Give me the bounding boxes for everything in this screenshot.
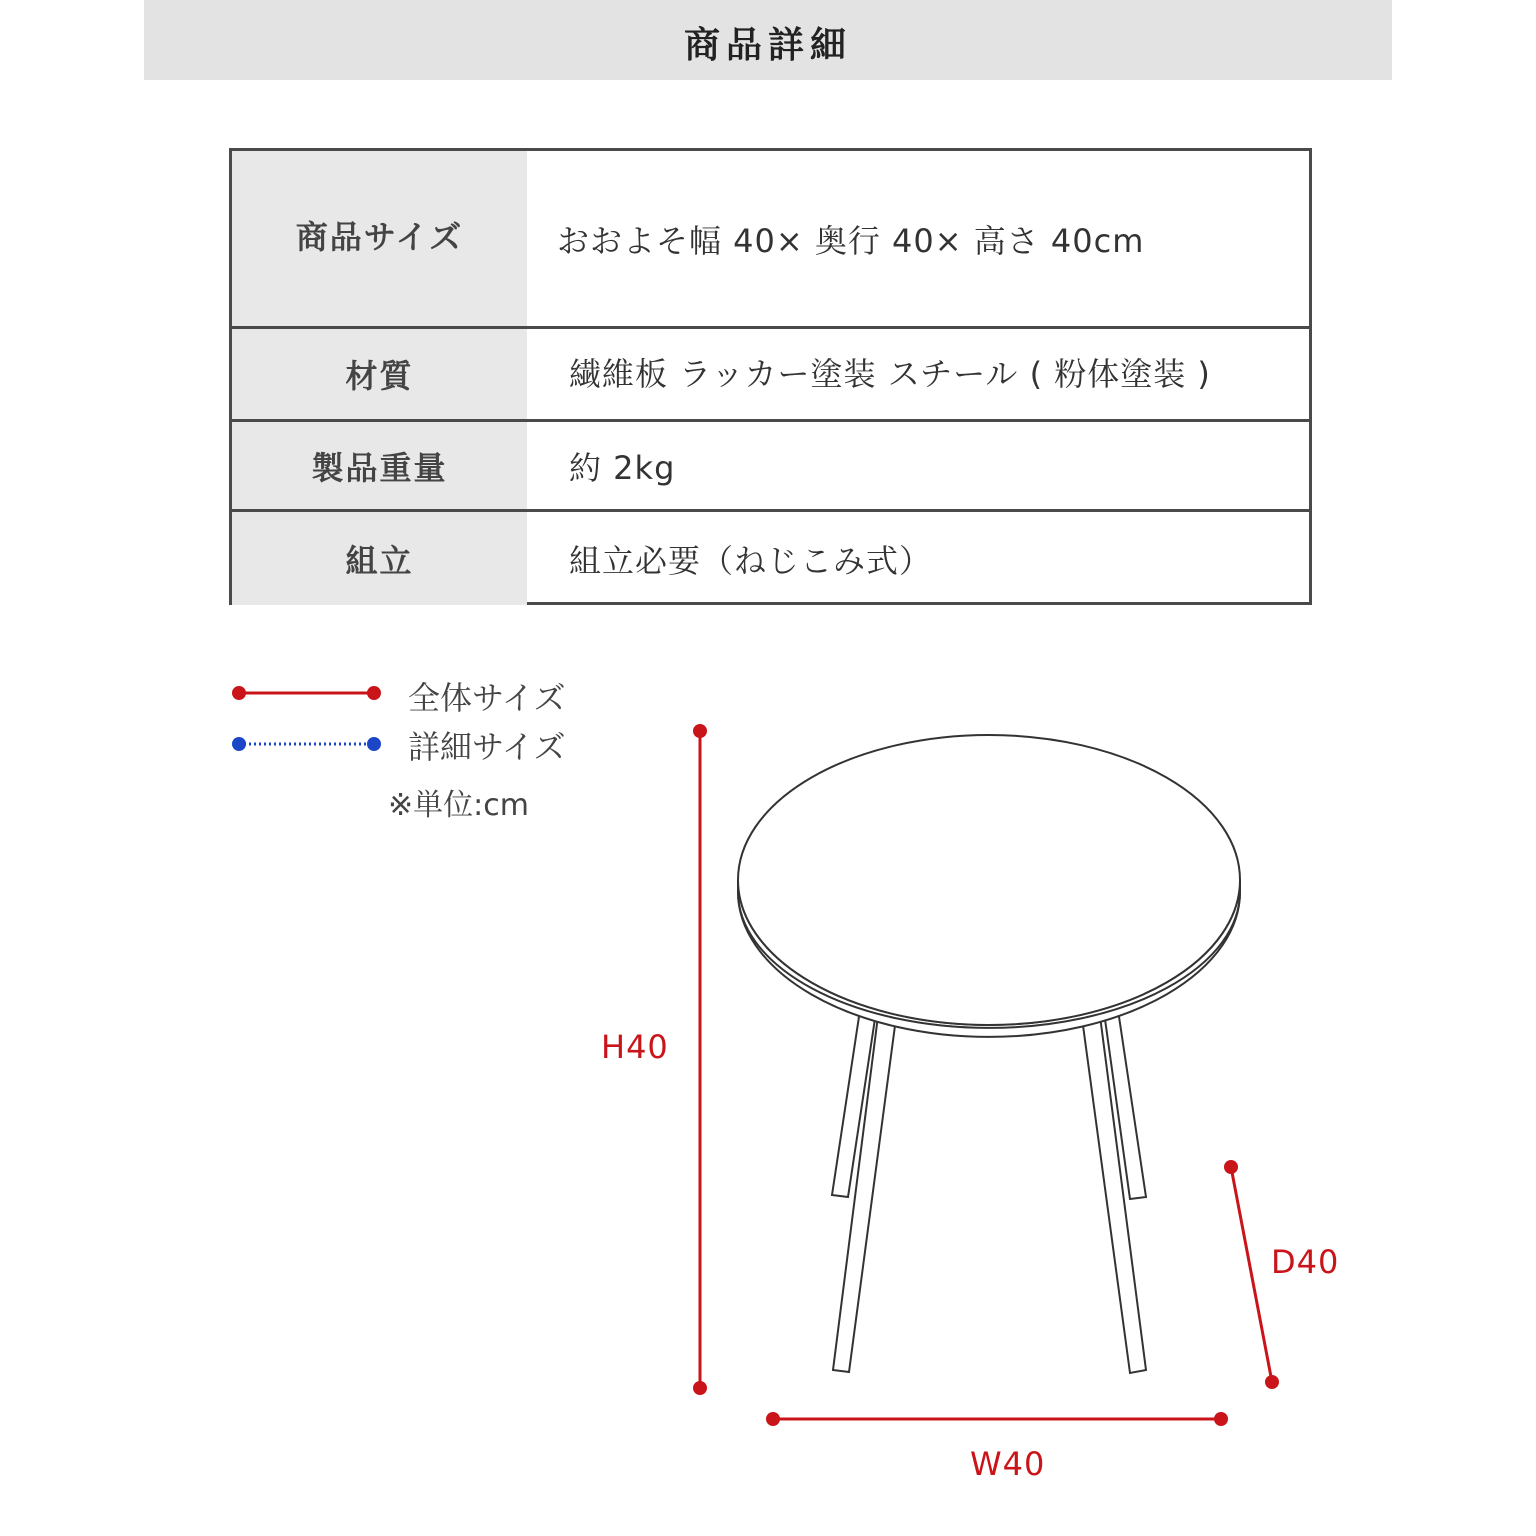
width-label: W40 bbox=[970, 1445, 1046, 1483]
legend-detail-label: 詳細サイズ bbox=[408, 728, 566, 766]
spec-label: 商品サイズ bbox=[232, 151, 527, 326]
height-label: H40 bbox=[601, 1028, 669, 1066]
spec-label: 製品重量 bbox=[232, 422, 527, 509]
spec-value: おおよそ幅 40× 奥行 40× 高さ 40cm bbox=[557, 221, 1145, 260]
spec-value: 組立必要（ねじこみ式） bbox=[569, 541, 933, 580]
tabletop bbox=[738, 735, 1240, 1025]
table-illustration bbox=[738, 735, 1240, 1373]
legend-overall-label: 全体サイズ bbox=[408, 679, 566, 717]
spec-label: 組立 bbox=[232, 512, 527, 605]
section-title: 商品詳細 bbox=[683, 25, 852, 66]
depth-label: D40 bbox=[1271, 1243, 1340, 1281]
spec-value: 繊維板 ラッカー塗装 スチール ( 粉体塗装 ) bbox=[569, 355, 1211, 393]
spec-label: 材質 bbox=[232, 329, 527, 419]
legend-detail-line bbox=[232, 737, 381, 751]
unit-note: ※単位:cm bbox=[388, 788, 529, 823]
width-dimension-line bbox=[766, 1412, 1228, 1426]
height-dimension-line bbox=[693, 724, 707, 1395]
legend-overall-line bbox=[232, 686, 381, 700]
spec-value: 約 2kg bbox=[569, 448, 676, 487]
